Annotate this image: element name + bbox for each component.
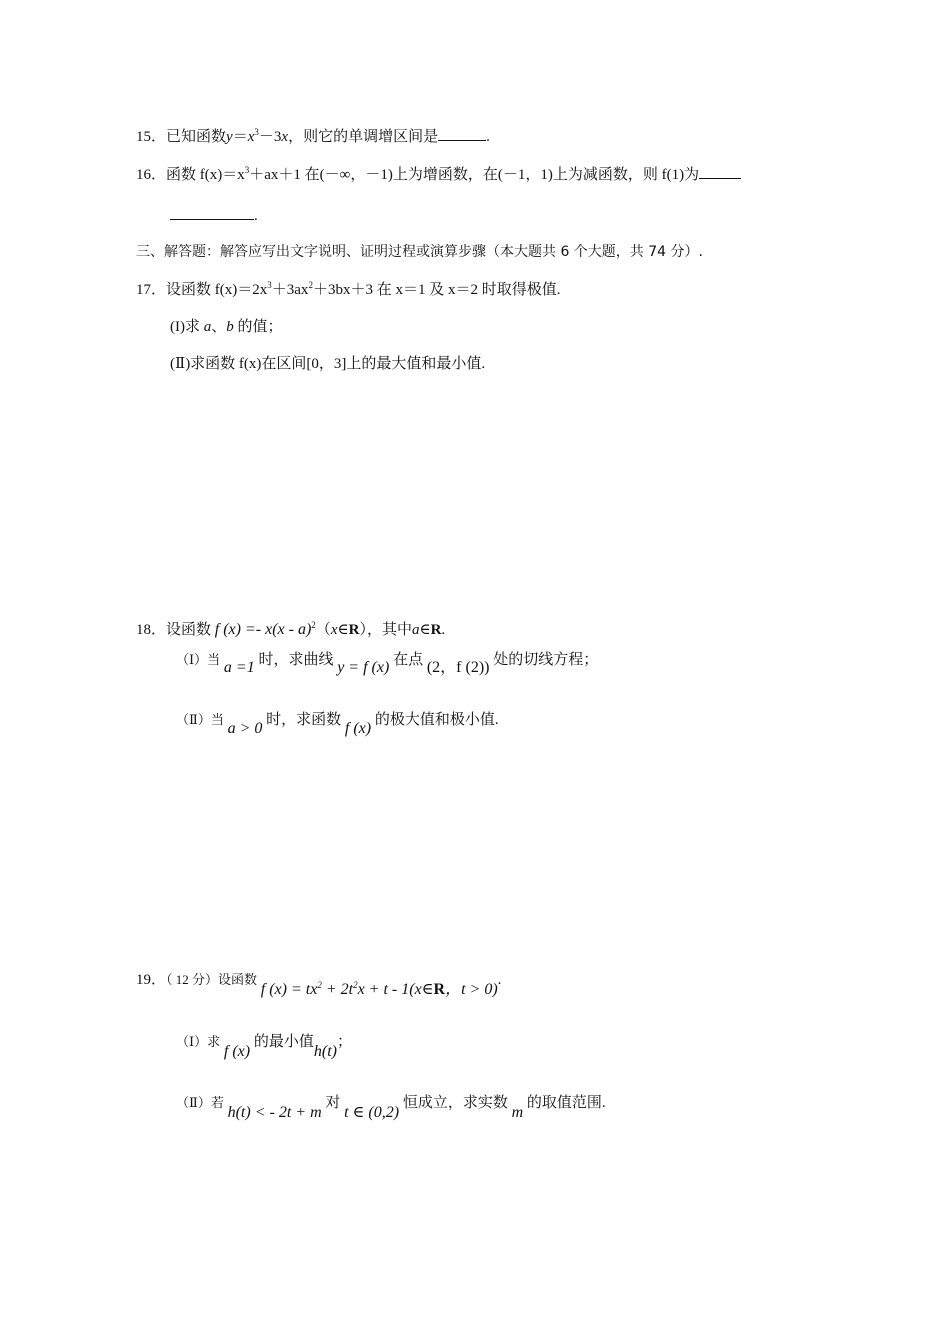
question-15 [136,126,490,147]
q15-end: . [486,129,490,145]
q18-x: x [330,622,338,638]
q18-p1-point: (2，f (2)) [426,659,490,676]
q16-text: 函数 f(x)＝x [166,167,245,183]
q18-p2-fx: f (x) [344,720,372,737]
q19-p2-ineq: h(t) < - 2t + m [227,1104,322,1121]
q15-x2: x [281,129,289,145]
q18-p1-curve: y = f (x) [337,659,390,676]
q19-p2-dui: 对 [325,1095,341,1111]
q18-in: ∈ [337,622,349,638]
question-18 [136,620,445,640]
q15-x1: x [247,129,255,145]
q18-p1-end: 处的切线方程； [493,652,599,668]
q18-dot: . [441,622,446,638]
question-19 [136,970,502,998]
section-3-heading: 三、解答题：解答应写出文字说明、证明过程或演算步骤（本大题共 6 个大题，共 74 分）. [136,244,703,260]
q18-p2-end: 的极大值和极小值. [374,712,499,728]
q18-p1-label: （Ⅰ）当 [176,652,221,667]
q18-part-1 [176,650,599,676]
q19-part-1 [176,1032,352,1060]
q15-minus: －3 [258,129,282,145]
q17-part-2: (Ⅱ)求函数 f(x)在区间[0，3]上的最大值和最小值. [170,356,486,372]
q18-R: R [348,622,360,638]
q18-paren-open: （ [315,622,331,638]
q17-part-1 [170,317,283,337]
q19-p2-end: 的取值范围. [526,1095,606,1111]
q17-sup3: 3 [267,280,272,290]
q17-p1-sep: 、 [211,319,227,335]
q18-p2-cond: a > 0 [227,720,263,737]
q18-p2-label: （Ⅱ）当 [176,712,224,727]
q17-p1-bv: b [226,319,234,335]
q19-dot: . [497,972,502,988]
question-16-cont [170,205,258,226]
q19-p1-label: （Ⅰ）求 [176,1034,221,1049]
q16-text2: ＋ax＋1 在(－∞，－1)上为增函数，在(－1，1)上为减函数，则 f(1)为 [249,167,700,183]
question-16 [136,164,741,185]
q18-part-2 [176,710,499,737]
q15-post: ，则它的单调增区间是 [288,129,439,145]
q19-number: 19． [136,972,167,988]
q15-sup: 3 [254,127,259,137]
q19-p1-end: ； [336,1034,352,1050]
question-17 [136,280,560,300]
q18-formula: f (x) =- x(x - a) [214,621,312,638]
q18-pre: 设函数 [166,622,212,638]
q18-p1-mid: 时，求曲线 [258,652,334,668]
q18-number: 18． [136,622,167,638]
q15-y: y [226,129,233,145]
q17-text3: ＋3bx＋3 在 x＝1 及 x＝2 时取得极值. [312,282,561,298]
q17-p1-a: (I)求 [170,319,204,335]
q15-answer-blank[interactable] [438,126,486,141]
q18-paren-close: ），其中 [359,622,412,638]
q18-p1-cond: a =1 [223,659,255,676]
q19-score: （ 12 分）设函数 [166,972,258,987]
q16-answer-blank-1[interactable] [699,164,741,179]
q18-a: a [411,622,420,638]
q18-p1-at: 在点 [393,652,424,668]
q15-number: 15． [136,129,167,145]
q17-number: 17． [136,282,167,298]
q17-sup2: 2 [308,280,313,290]
q15-pre: 已知函数 [166,129,227,145]
q19-p1-h: h(t) [313,1043,337,1060]
q19-p2-range: t ∈ (0,2) [344,1104,400,1121]
q19-p1-mid: 的最小值 [253,1034,314,1050]
q19-p2-mid: 恒成立，求实数 [402,1095,508,1111]
q18-sup: 2 [311,620,316,630]
q17-text2: ＋3ax [271,282,309,298]
q19-p1-fx: f (x) [223,1043,251,1060]
q16-answer-blank-2[interactable] [170,205,254,220]
q17-text: 设函数 f(x)＝2x [166,282,268,298]
q18-p2-mid: 时，求函数 [266,712,342,728]
q19-p2-m: m [511,1104,524,1121]
q17-p1-b: 的值； [233,319,283,335]
q16-end: . [254,208,258,224]
q15-eq: ＝ [232,129,248,145]
q19-part-2 [176,1093,606,1121]
q16-sup: 3 [244,165,250,175]
q18-in2: ∈ [419,622,431,638]
q19-formula: f $(x) = tx^2 + 2t^2x + t$ - 1(x∈R，t > 0) [260,980,498,998]
q16-number: 16． [136,167,167,183]
q17-p1-av: a [203,319,212,335]
q19-p2-label: （Ⅱ）若 [176,1095,224,1110]
q18-R2: R [430,622,442,638]
